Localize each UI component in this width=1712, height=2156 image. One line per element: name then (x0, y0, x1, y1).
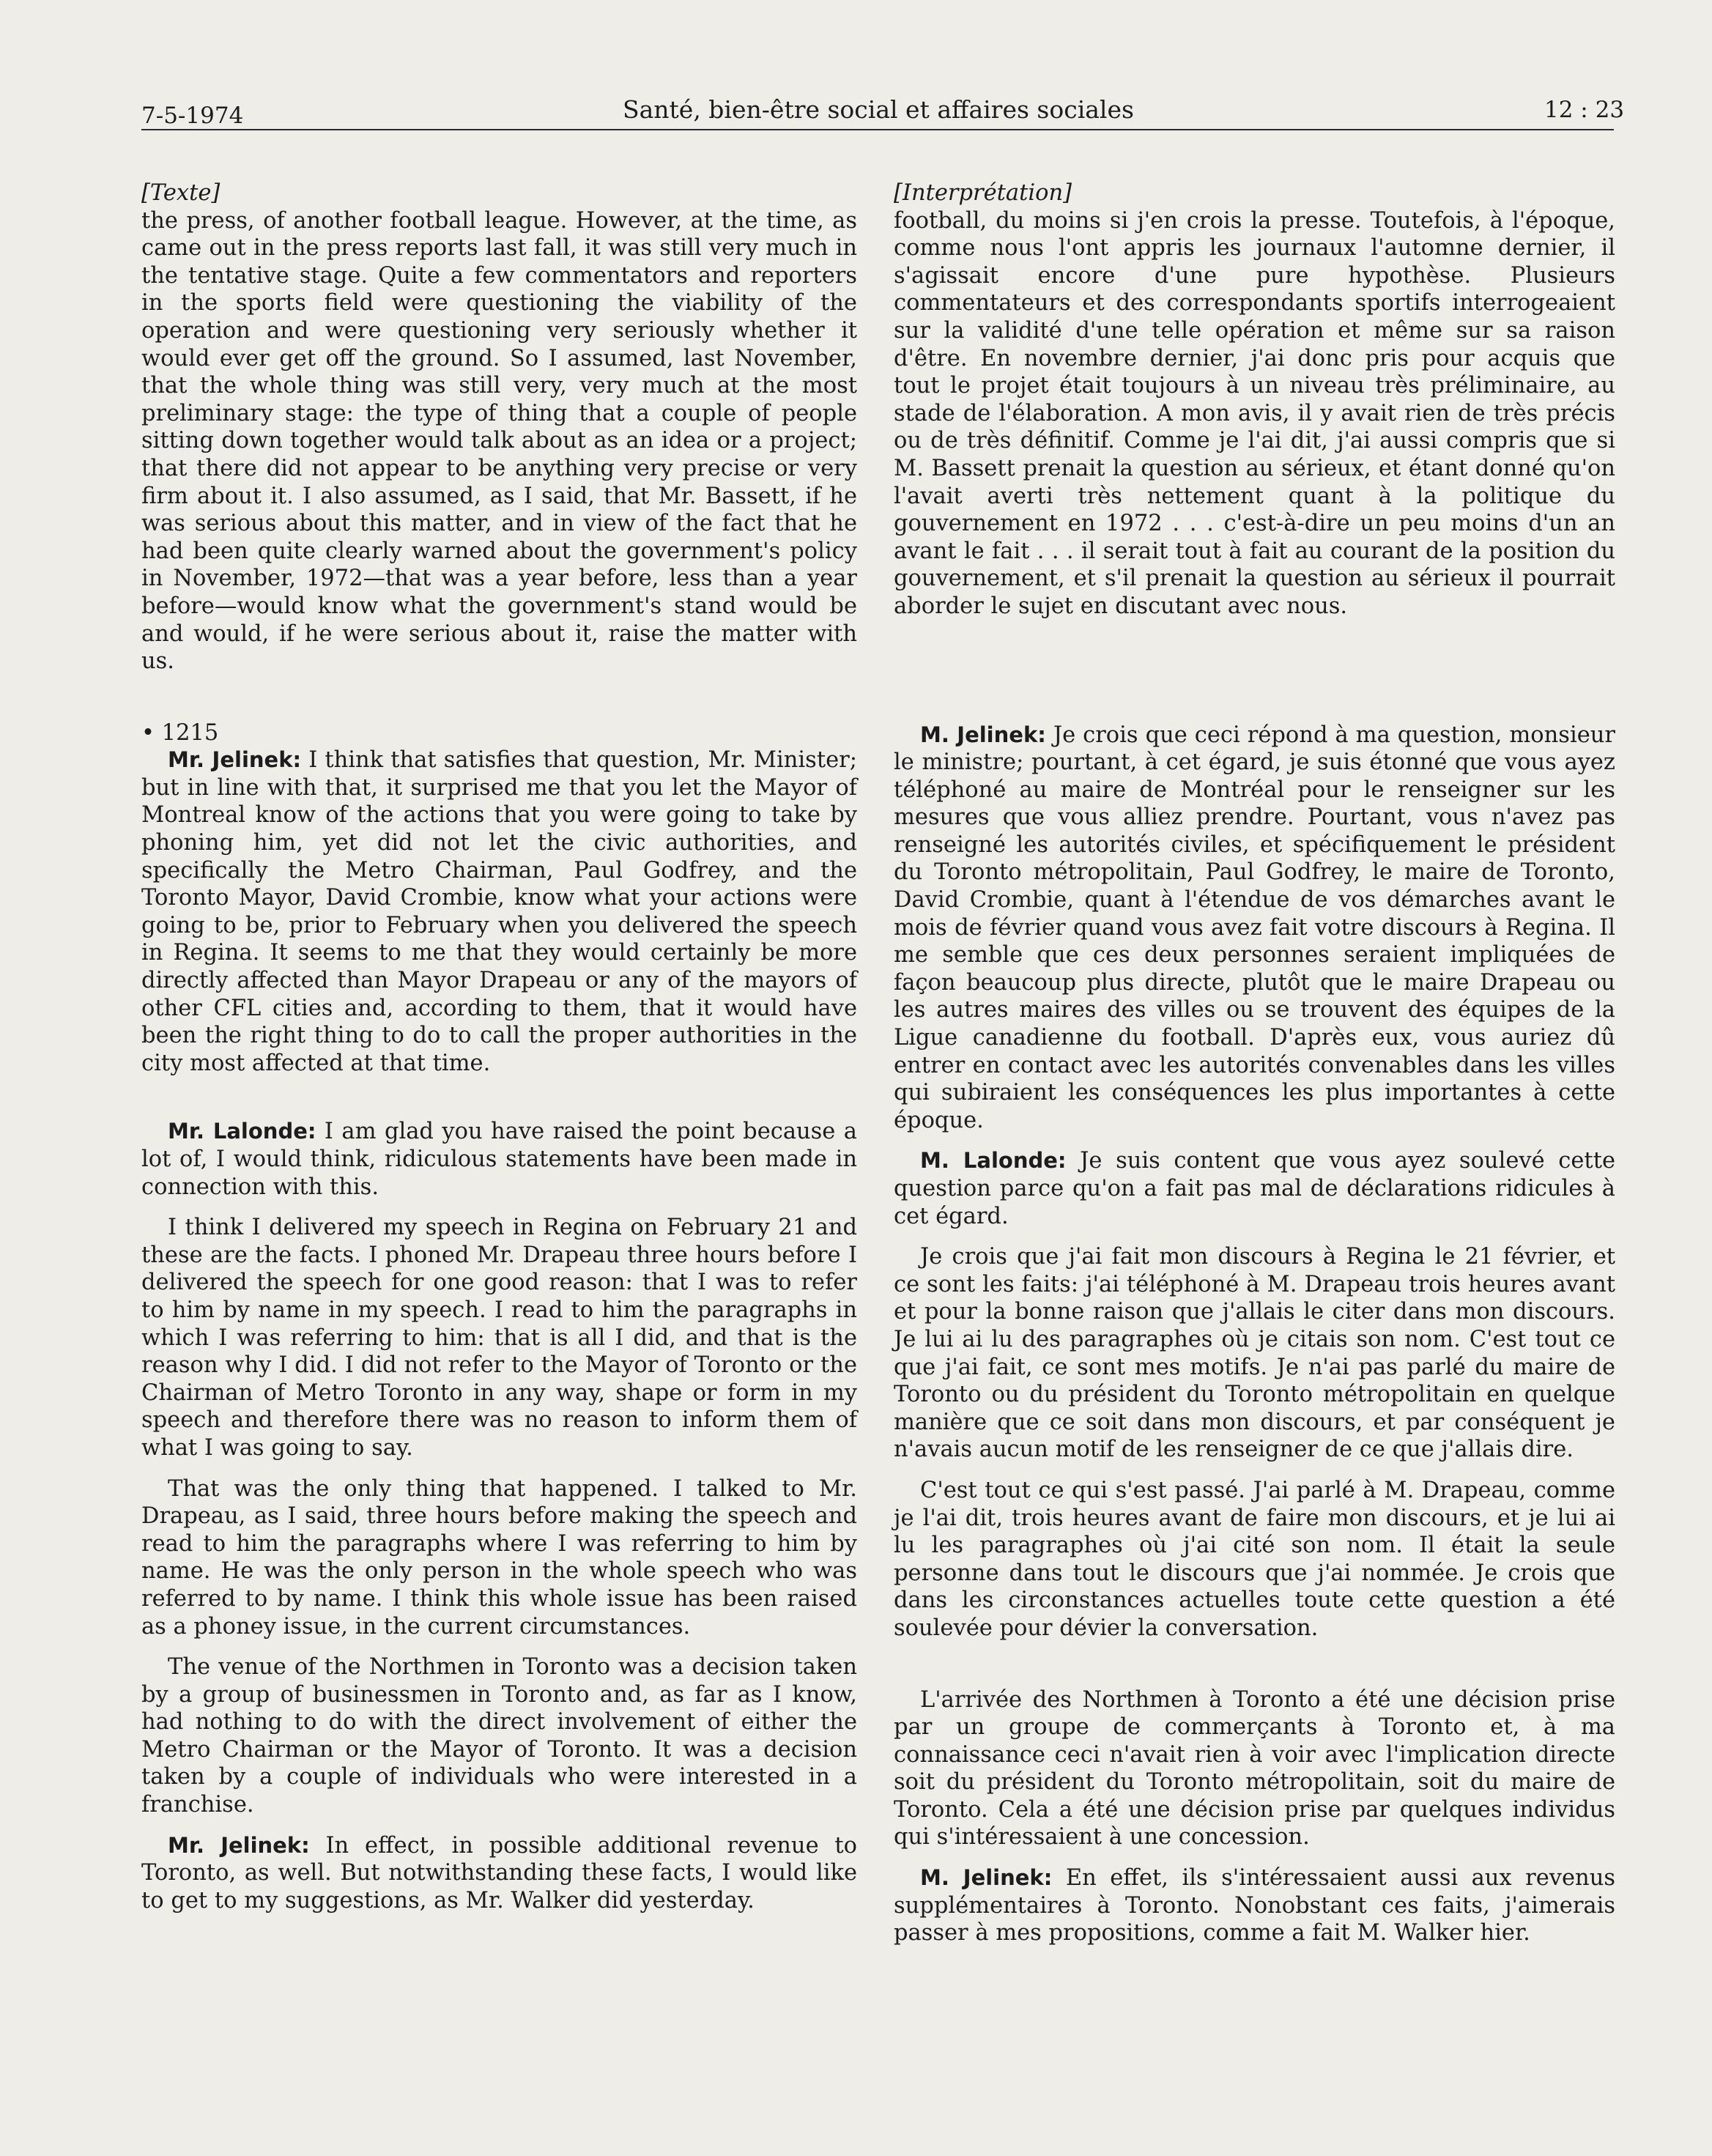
fr-paragraph-6: L'arrivée des Northmen à Toronto a été une décision prise par un groupe de commerçants à Toronto et, à ma connaissance ceci n'avait rien à voir avec l'implication directe soit du président du Toronto métropolitain, soit du maire de Toronto. Cela a été une décision prise par quelques individus qui s'intéressaient à une concession. (894, 1686, 1615, 1851)
spacer (894, 1230, 1615, 1243)
spacer (141, 1077, 857, 1118)
spacer (894, 621, 1615, 722)
en-paragraph-3 (141, 1118, 857, 1201)
speaker-name: M. Jelinek: (920, 722, 1046, 747)
fr-paragraph-3 (894, 1147, 1615, 1230)
section-tag-texte: [Texte] (141, 180, 221, 206)
speaker-name: Mr. Lalonde: (168, 1119, 316, 1144)
speech-text: I am glad you have raised the point because a lot of, I would think, ridiculous statements have been made in connection with this. (141, 1119, 857, 1200)
spacer (141, 675, 857, 719)
spacer (141, 1819, 857, 1832)
spacer (141, 1640, 857, 1653)
fr-paragraph-2 (894, 722, 1615, 1135)
timestamp: • 1215 (141, 719, 219, 746)
speaker-name: Mr. Jelinek: (168, 747, 302, 773)
spacer (894, 1464, 1615, 1477)
spacer (894, 1642, 1615, 1686)
spacer (141, 1201, 857, 1214)
speech-text: Je suis content que vous ayez soulevé cette question parce qu'on a fait pas mal de déclarations ridicules à cet égard. (894, 1148, 1615, 1229)
speaker-name: M. Jelinek: (920, 1865, 1053, 1891)
section-tag-interpretation: [Interprétation] (894, 180, 1072, 206)
header-page-number: 12 : 23 (1544, 97, 1625, 123)
fr-paragraph-4: Je crois que j'ai fait mon discours à Regina le 21 février, et ce sont les faits: j'ai téléphoné à M. Drapeau trois heures avant et pour la bonne raison que j'allais le citer dans mon discours. Je lui ai lu des paragraphes où je citais son nom. C'est tout ce que j'ai fait, ce sont mes motifs. Je n'ai pas parlé du maire de Toronto ou du président du Toronto métropolitain en quelque manière que ce soit dans mon discours, et par conséquent je n'avais aucun motif de les renseigner de ce que j'allais dire. (894, 1244, 1615, 1463)
fr-paragraph-7 (894, 1864, 1615, 1947)
en-paragraph-2 (141, 747, 857, 1077)
speech-text: I think that satisfies that question, Mr. Minister; but in line with that, it surprised me that you let the Mayor of Montreal know of the actions that you were going to take by phoning him, yet did not let the civic authorities, and specifically the Metro Chairman, Paul Godfrey, and the Toronto Mayor, David Crombie, know what your actions were going to be, prior to February when you delivered the speech in Regina. It seems to me that they would certainly be more directly affected than Mayor Drapeau or any of the mayors of other CFL cities and, according to them, that it would have been the right thing to do to call the proper authorities in the city most affected at that time. (141, 747, 857, 1076)
spacer (894, 1134, 1615, 1147)
speaker-name: Mr. Jelinek: (168, 1832, 310, 1858)
header-date: 7-5-1974 (141, 103, 244, 129)
french-column (894, 179, 1615, 1947)
spacer (141, 1462, 857, 1475)
english-column (141, 179, 857, 1914)
speech-text: En effet, ils s'intéressaient aussi aux revenus supplémentaires à Toronto. Nonobstant ces faits, j'aimerais passer à mes propositions, comme a fait M. Walker hier. (894, 1865, 1615, 1946)
fr-paragraph-5: C'est tout ce qui s'est passé. J'ai parlé à M. Drapeau, comme je l'ai dit, trois heures avant de faire mon discours, et je lui ai lu les paragraphes où j'ai cité son nom. Il était la seule personne dans tout le discours que j'ai nommée. Je crois que dans les circonstances actuelles toute cette question a été soulevée pour dévier la conversation. (894, 1477, 1615, 1641)
en-paragraph-7 (141, 1832, 857, 1915)
speech-text: Je crois que ceci répond à ma question, monsieur le ministre; pourtant, à cet égard, je suis étonné que vous ayez téléphoné au maire de Montréal pour le renseigner sur les mesures que vous alliez prendre. Pourtant, vous n'avez pas renseigné les autorités civiles, et spécifiquement le président du Toronto métropolitain, Paul Godfrey, le maire de Toronto, David Crombie, quant à l'étendue de vos démarches avant le mois de février quand vous avez fait votre discours à Regina. Il me semble que ces deux personnes seraient impliquées de façon beaucoup plus directe, plutôt que le maire Drapeau ou les autres maires des villes ou se trouvent des équipes de la Ligue canadienne du football. D'après eux, vous auriez dû entrer en contact avec les autorités convenables dans les villes qui subiraient les conséquences les plus importantes à cette époque. (894, 722, 1615, 1133)
speech-text: In effect, in possible additional revenue to Toronto, as well. But notwithstanding these facts, I would like to get to my suggestions, as Mr. Walker did yesterday. (141, 1832, 857, 1914)
speaker-name: M. Lalonde: (920, 1148, 1067, 1174)
en-paragraph-4: I think I delivered my speech in Regina on February 21 and these are the facts. I phoned Mr. Drapeau three hours before I delivered the speech for one good reason: that I was to refer to him by name in my speech. I read to him the paragraphs in which I was referring to him: that is all I did, and that is the reason why I did. I did not refer to the Mayor of Toronto or the Chairman of Metro Toronto in any way, shape or form in my speech and therefore there was no reason to inform them of what I was going to say. (141, 1215, 857, 1461)
header-rule (141, 129, 1614, 130)
fr-paragraph-1: football, du moins si j'en crois la presse. Toutefois, à l'époque, comme nous l'ont appris les journaux l'automne dernier, il s'agissait encore d'une pure hypothèse. Plusieurs commentateurs et des correspondants sportifs interrogeaient sur la validité d'une telle opération et même sur sa raison d'être. En novembre dernier, j'ai donc pris pour acquis que tout le projet était toujours à un niveau très préliminaire, au stade de l'élaboration. A mon avis, il y avait rien de très précis ou de très définitif. Comme je l'ai dit, j'ai aussi compris que si M. Bassett prenait la question au sérieux, et étant donné qu'on l'avait averti très nettement quant à la politique du gouvernement en 1972 . . . c'est-à-dire un peu moins d'un an avant le fait . . . il serait tout à fait au courant de la position du gouvernement, et s'il prenait la question au sérieux il pourrait aborder le sujet en discutant avec nous. (894, 207, 1615, 619)
en-paragraph-1: the press, of another football league. However, at the time, as came out in the press reports last fall, it was still very much in the tentative stage. Quite a few commentators and reporters in the sports field were questioning the viability of the operation and were questioning very seriously whether it would ever get off the ground. So I assumed, last November, that the whole thing was still very, very much at the most preliminary stage: the type of thing that a couple of people sitting down together would talk about as an idea or a project; that there did not appear to be anything very precise or very firm about it. I also assumed, as I said, that Mr. Bassett, if he was serious about this matter, and in view of the fact that he had been quite clearly warned about the government's policy in November, 1972—that was a year before, less than a year before—would know what the government's stand would be and would, if he were serious about it, raise the matter with us. (141, 207, 857, 675)
en-paragraph-5: That was the only thing that happened. I talked to Mr. Drapeau, as I said, three hours before making the speech and read to him the paragraphs where I was referring to him by name. He was the only person in the whole speech who was referred to by name. I think this whole issue has been raised as a phoney issue, in the current circumstances. (141, 1475, 857, 1640)
en-paragraph-6: The venue of the Northmen in Toronto was a decision taken by a group of businessmen in Toronto and, as far as I know, had nothing to do with the direct involvement of either the Metro Chairman or the Mayor of Toronto. It was a decision taken by a couple of individuals who were interested in a franchise. (141, 1654, 857, 1818)
header-title: Santé, bien-être social et affaires sociales (623, 95, 1134, 124)
spacer (894, 1851, 1615, 1864)
